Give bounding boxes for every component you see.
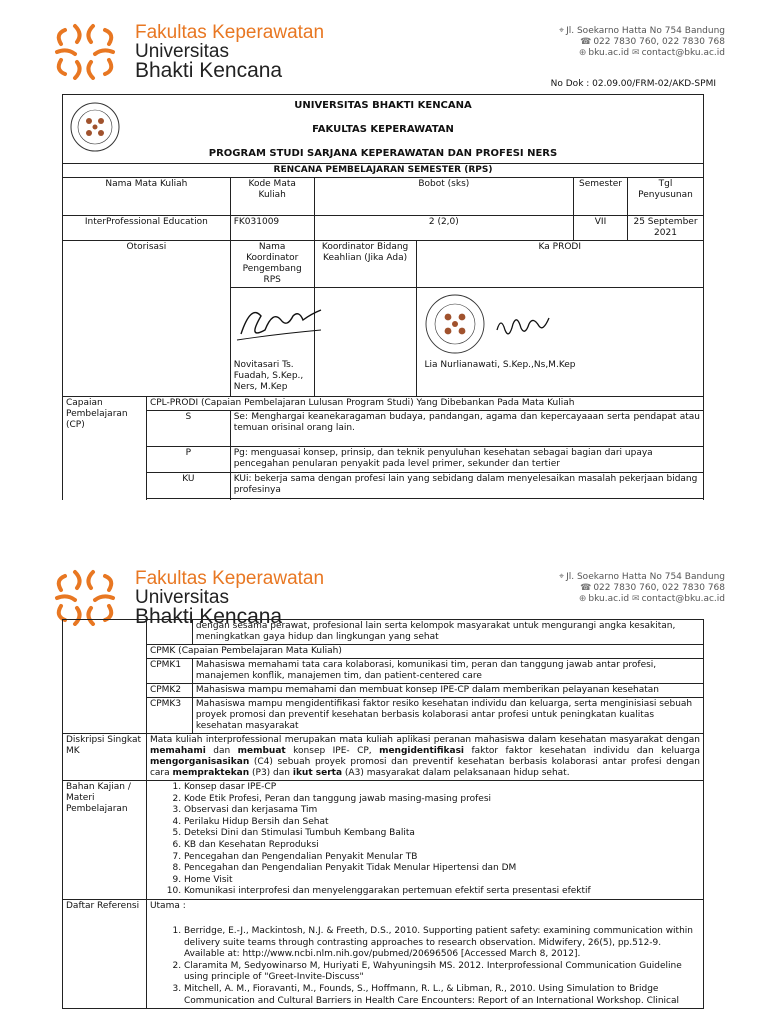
- cp-code-s: S: [146, 411, 230, 447]
- title-faculty: FAKULTAS KEPERAWATAN: [312, 124, 454, 135]
- bahan-label: Bahan Kajian / Materi Pembelajaran: [63, 781, 147, 900]
- deskripsi-label: Diskripsi Singkat MK: [63, 734, 147, 781]
- phone-icon: ☎: [580, 37, 592, 47]
- university-line1: Universitas: [135, 41, 229, 62]
- field-coordinator-empty: [314, 288, 416, 397]
- field-coordinator-label: Koordinator Bidang Keahlian (Jika Ada): [314, 241, 416, 288]
- kaprodi-name: Lia Nurlianawati, S.Kep.,Ns,M.Kep: [424, 360, 576, 370]
- cpmk3-code: CPMK3: [146, 698, 192, 734]
- location-icon: ⌖: [559, 26, 565, 36]
- page-2: [0, 500, 768, 1024]
- cpmk3-text: Mahasiswa mampu mengidentifikasi faktor resiko kesehatan individu dan keluarga, serta menginisiasi sebuah proyek promosi dan preventif kesehatan berbasis kolaborasi antar profesi untuk peningkatan kualitas kesehatan masyarakat: [192, 698, 703, 734]
- rps-header-table: [62, 94, 704, 524]
- location-icon: ⌖: [559, 572, 565, 582]
- list-item: 1. Berridge, E.-J., Mackintosh, N.J. & Freeth, D.S., 2010. Supporting patient safety: examining communication within delivery suite teams through contrasting approaches to research observation. Midwifery, 26(5), pp.512-9. Available at: http://www.ncbi.nlm.nih.gov/pubmed/20696506 [Accessed March 8, 2012].: [184, 926, 700, 961]
- referensi-list: [150, 926, 700, 1007]
- title-program: PROGRAM STUDI SARJANA KEPERAWATAN DAN PROFESI NERS: [208, 148, 558, 159]
- list-item: 6. KB dan Kesehatan Reproduksi: [184, 840, 700, 852]
- list-item: 2. Kode Etik Profesi, Peran dan tanggung jawab masing-masing profesi: [184, 794, 700, 806]
- contact-block: [559, 572, 725, 605]
- globe-icon: ⊕: [578, 594, 587, 604]
- course-name: InterProfessional Education: [63, 216, 231, 241]
- cpmk-title: CPMK (Capaian Pembelajaran Mata Kuliah): [146, 645, 703, 659]
- col-date: Tgl Penyusunan: [628, 178, 704, 216]
- title-university: UNIVERSITAS BHAKTI KENCANA: [294, 100, 472, 111]
- phone: 022 7830 760, 022 7830 768: [593, 583, 725, 593]
- list-item: 3. Mitchell, A. M., Fioravanti, M., Founds, S., Hoffmann, R. L., & Libman, R., 2010. Using Simulation to Bridge Communication and Cultural Barriers in Health Care Encounters: Report of an International Workshop. Clinical: [184, 984, 700, 1007]
- cpmk2-text: Mahasiswa mampu memahami dan membuat konsep IPE-CP dalam memberikan pelayanan kesehatan: [192, 684, 703, 698]
- university-seal-icon: [69, 101, 121, 153]
- cp-label: Capaian Pembelajaran (CP): [63, 397, 147, 524]
- email[interactable]: contact@bku.ac.id: [641, 594, 725, 604]
- faculty-logo: [45, 22, 127, 80]
- email[interactable]: contact@bku.ac.id: [641, 48, 725, 58]
- cp-code-ku: KU: [146, 473, 230, 499]
- website[interactable]: bku.ac.id: [588, 48, 630, 58]
- address: Jl. Soekarno Hatta No 754 Bandung: [566, 572, 725, 582]
- list-item: 8. Pencegahan dan Pengendalian Penyakit Tidak Menular Hipertensi dan DM: [184, 863, 700, 875]
- bahan-list: [150, 782, 700, 898]
- otorisasi-label: Otorisasi: [63, 241, 231, 397]
- document-number: No Dok : 02.09.00/FRM-02/AKD-SPMI: [550, 79, 716, 89]
- referensi-utama: Utama :: [149, 900, 186, 911]
- cp-kk-continued: dengan sesama perawat, profesional lain serta kelompok masyarakat untuk mengurangi angka kesakitan, meningkatkan gaya hidup dan lingkungan yang sehat: [192, 620, 703, 645]
- cp-code-p: P: [146, 447, 230, 473]
- col-course-name: Nama Mata Kuliah: [63, 178, 231, 216]
- page-1: [0, 0, 768, 500]
- list-item: 5. Deteksi Dini dan Stimulasi Tumbuh Kembang Balita: [184, 828, 700, 840]
- course-semester: VII: [574, 216, 628, 241]
- kaprodi-signature-cell: [416, 288, 703, 397]
- faculty-stamp: [423, 292, 487, 356]
- faculty-name: Fakultas Keperawatan: [135, 22, 325, 43]
- list-item: 1. Konsep dasar IPE-CP: [184, 782, 700, 794]
- title-block: [63, 95, 704, 164]
- mail-icon: ✉: [632, 594, 640, 604]
- kaprodi-signature: [493, 310, 553, 344]
- list-item: 9. Home Visit: [184, 875, 700, 887]
- coordinator-label: Nama Koordinator Pengembang RPS: [230, 241, 314, 288]
- globe-icon: ⊕: [578, 48, 587, 58]
- list-item: 4. Perilaku Hidup Bersih dan Sehat: [184, 817, 700, 829]
- cpmk2-code: CPMK2: [146, 684, 192, 698]
- university-line1: Universitas: [135, 587, 229, 608]
- letterhead: [45, 22, 725, 82]
- coordinator-signature: [233, 296, 329, 346]
- contact-block: [559, 26, 725, 59]
- course-weight: 2 (2,0): [314, 216, 573, 241]
- course-code: FK031009: [230, 216, 314, 241]
- bahan-list-cell: [146, 781, 703, 900]
- address: Jl. Soekarno Hatta No 754 Bandung: [566, 26, 725, 36]
- rps-title: RENCANA PEMBELAJARAN SEMESTER (RPS): [63, 164, 704, 178]
- course-date: 25 September 2021: [628, 216, 704, 241]
- university-line2: Bhakti Kencana: [135, 59, 283, 82]
- phone: 022 7830 760, 022 7830 768: [593, 37, 725, 47]
- cpl-title: CPL-PRODI (Capaian Pembelajaran Lulusan Program Studi) Yang Dibebankan Pada Mata Kuliah: [146, 397, 703, 411]
- referensi-label: Daftar Referensi: [63, 899, 147, 1008]
- kaprodi-label: Ka PRODI: [416, 241, 703, 288]
- col-course-code: Kode Mata Kuliah: [230, 178, 314, 216]
- referensi-cell: [146, 899, 703, 1008]
- cpmk1-code: CPMK1: [146, 659, 192, 684]
- cp-text-ku: KUi: bekerja sama dengan profesi lain yang sebidang dalam menyelesaikan masalah pekerjaan bidang profesinya: [230, 473, 703, 499]
- cp-kk-continued-code: [146, 620, 192, 645]
- cp-continued-label: [63, 620, 147, 734]
- website[interactable]: bku.ac.id: [588, 594, 630, 604]
- cpmk1-text: Mahasiswa memahami tata cara kolaborasi, komunikasi tim, peran dan tanggung jawab antar profesi, manajemen konflik, manajemen tim, dan patient-centered care: [192, 659, 703, 684]
- faculty-name: Fakultas Keperawatan: [135, 568, 325, 589]
- deskripsi-text: Mata kuliah interprofessional merupakan mata kuliah aplikasi peranan mahasiswa dalam kesehatan masyarakat dengan memahami dan membuat konsep IPE- CP, mengidentifikasi faktor faktor kesehatan individu dan keluarga mengorganisasikan (C4) sebuah proyek promosi dan preventif kesehatan berbasis kolaborasi antar profesi dengan cara mempraktekan (P3) dan ikut serta (A3) masyarakat dalam pelaksanaan hidup sehat.: [146, 734, 703, 781]
- list-item: 10. Komunikasi interprofesi dan menyelenggarakan pertemuan efektif serta presentasi efektif: [184, 886, 700, 898]
- faculty-logo: [45, 568, 127, 626]
- mail-icon: ✉: [632, 48, 640, 58]
- cp-text-p: Pg: menguasai konsep, prinsip, dan teknik penyuluhan kesehatan sebagai bagian dari upaya pencegahan penularan penyakit pada level primer, sekunder dan tertier: [230, 447, 703, 473]
- coordinator-signature-cell: [230, 288, 314, 397]
- col-weight: Bobot (sks): [314, 178, 573, 216]
- cp-text-s: Se: Menghargai keanekaragaman budaya, pandangan, agama dan kepercayaaan serta pendapat atau temuan orisinal orang lain.: [230, 411, 703, 447]
- col-semester: Semester: [574, 178, 628, 216]
- phone-icon: ☎: [580, 583, 592, 593]
- university-line2: Bhakti Kencana: [135, 605, 283, 628]
- coordinator-name: Novitasari Ts. Fuadah, S.Kep., Ners, M.Kep: [233, 360, 304, 392]
- list-item: 3. Observasi dan kerjasama Tim: [184, 805, 700, 817]
- list-item: 7. Pencegahan dan Pengendalian Penyakit Menular TB: [184, 852, 700, 864]
- list-item: 2. Claramita M, Sedyowinarso M, Huriyati E, Wahyuningsih MS. 2012. Interprofessional Communication Guideline using principle of "Greet-Invite-Discuss": [184, 961, 700, 984]
- rps-content-table: [62, 619, 704, 1009]
